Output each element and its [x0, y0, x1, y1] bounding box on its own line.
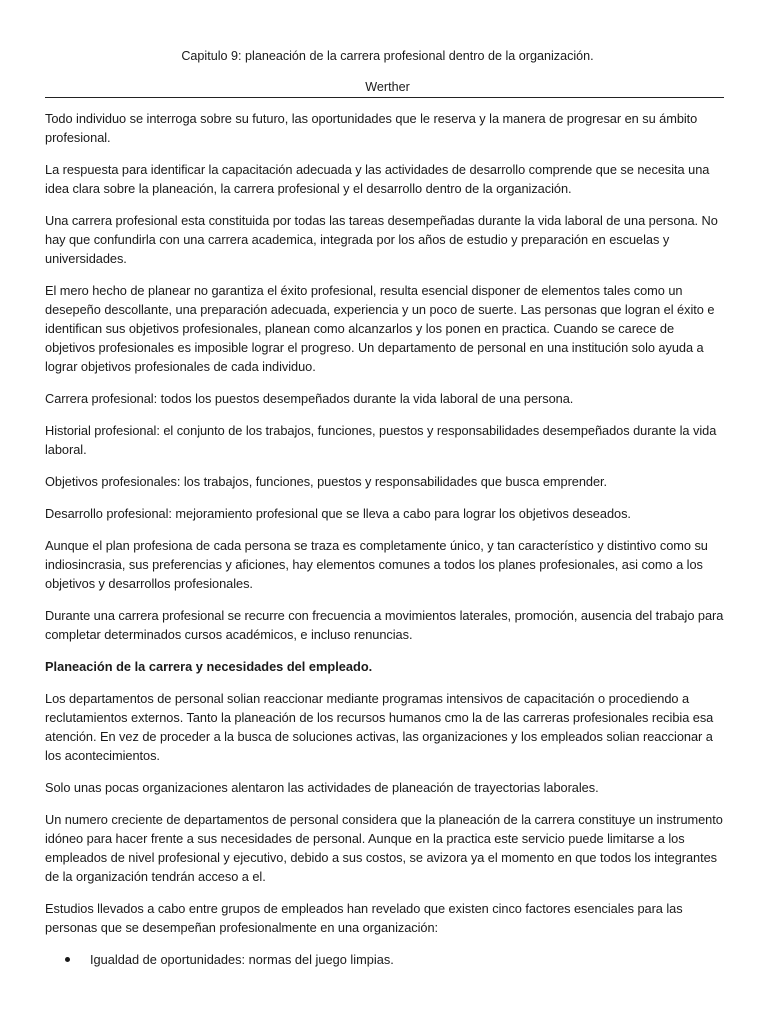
paragraph: Los departamentos de personal solian reaccionar mediante programas intensivos de capacitación o procediendo a reclutamientos externos. Tanto la planeación de los recursos humanos cmo la de las carreras profesionales recibia esa atención. En vez de proceder a la busca de soluciones activas, las organizaciones y los empleados solian reaccionar a los acontecimientos. — [45, 691, 714, 763]
paragraph: El mero hecho de planear no garantiza el éxito profesional, resulta esencial disponer de elementos tales como un desepeño descollante, una preparación adecuada, experiencia y un poco de suerte. Las personas que logran el éxito e identifican sus objetivos profesionales, planean como alcanzarlos y los ponen en practica. Cuando se carece de objetivos profesionales es imposible lograr el progreso. Un departamento de personal en una institución solo ayuda a lograr objetivos profesionales de cada individuo. — [45, 283, 715, 374]
paragraph: Todo individuo se interroga sobre su futuro, las oportunidades que le reserva y la manera de progresar en su ámbito profesional. — [45, 111, 698, 145]
paragraph: La respuesta para identificar la capacitación adecuada y las actividades de desarrollo comprende que se necesita una idea clara sobre la planeación, la carrera profesional y el desarrollo dentro de la organización. — [45, 162, 710, 196]
paragraph: Durante una carrera profesional se recurre con frecuencia a movimientos laterales, promoción, ausencia del trabajo para completar determinados cursos académicos, e incluso renuncias. — [45, 608, 724, 642]
bullet-list — [45, 950, 724, 969]
document-title: Capitulo 9: planeación de la carrera profesional dentro de la organización. — [181, 49, 594, 63]
section-heading: Planeación de la carrera y necesidades del empleado. — [45, 659, 373, 674]
paragraph: Objetivos profesionales: los trabajos, funciones, puestos y responsabilidades que busca emprender. — [45, 474, 608, 489]
title-divider — [45, 97, 724, 98]
bullet-text: Igualdad de oportunidades: normas del juego limpias. — [90, 952, 394, 967]
bullet-icon — [65, 957, 70, 962]
paragraph: Solo unas pocas organizaciones alentaron las actividades de planeación de trayectorias laborales. — [45, 780, 599, 795]
paragraph: Un numero creciente de departamentos de personal considera que la planeación de la carrera constituye un instrumento idóneo para hacer frente a sus necesidades de personal. Aunque en la practica este servicio puede limitarse a los empleados de nivel profesional y ejecutivo, debido a sus costos, se avizora ya el momento en que todos los integrantes de la organización tendrán acceso a el. — [45, 812, 723, 884]
document-author: Werther — [365, 80, 410, 94]
paragraph: Desarrollo profesional: mejoramiento profesional que se lleva a cabo para lograr los objetivos deseados. — [45, 506, 631, 521]
bullet-item — [65, 950, 724, 969]
paragraph: Carrera profesional: todos los puestos desempeñados durante la vida laboral de una persona. — [45, 391, 574, 406]
paragraph: Aunque el plan profesiona de cada persona se traza es completamente único, y tan característico y distintivo como su indiosincrasia, sus preferencias y aficiones, hay elementos comunes a todos los planes profesionales, asi como a los objetivos y desarrollos profesionales. — [45, 538, 708, 591]
paragraph: Estudios llevados a cabo entre grupos de empleados han revelado que existen cinco factores esenciales para las personas que se desempeñan profesionalmente en una organización: — [45, 901, 683, 935]
paragraph: Una carrera profesional esta constituida por todas las tareas desempeñadas durante la vida laboral de una persona. No hay que confundirla con una carrera academica, integrada por los años de estudio y preparación en escuelas y universidades. — [45, 213, 718, 266]
paragraph: Historial profesional: el conjunto de los trabajos, funciones, puestos y responsabilidades desempeñados durante la vida laboral. — [45, 423, 717, 457]
